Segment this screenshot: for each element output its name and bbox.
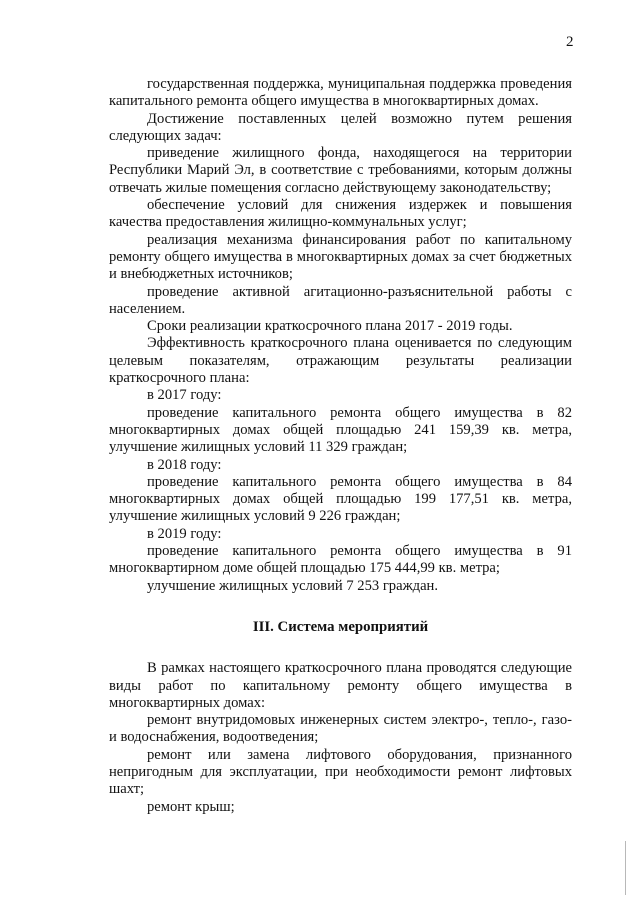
paragraphs-bottom	[109, 660, 572, 816]
scan-edge-mark	[625, 841, 626, 895]
paragraph: проведение капитального ремонта общего имущества в 82 многоквартирных домах общей площадью 241 159,39 кв. метра, улучшение жилищных условий 11 329 граждан;	[109, 404, 572, 456]
document-body	[109, 76, 572, 816]
paragraph: Сроки реализации краткосрочного плана 2017 - 2019 годы.	[147, 318, 513, 335]
paragraph: Эффективность краткосрочного плана оценивается по следующим целевым показателям, отражающим результаты реализации краткосрочного плана:	[109, 335, 572, 387]
paragraph: в 2019 году:	[147, 525, 222, 542]
paragraphs-top	[109, 76, 572, 595]
paragraph: обеспечение условий для снижения издержек и повышения качества предоставления жилищно-коммунальных услуг;	[109, 197, 572, 231]
paragraph: реализация механизма финансирования работ по капитальному ремонту общего имущества в многоквартирных домах за счет бюджетных и внебюджетных источников;	[109, 231, 572, 283]
paragraph: в 2017 году:	[147, 387, 222, 404]
page-number: 2	[566, 34, 574, 50]
paragraph: государственная поддержка, муниципальная поддержка проведения капитального ремонта общего имущества в многоквартирных домах.	[109, 76, 572, 110]
paragraph: проведение активной агитационно-разъяснительной работы с населением.	[109, 283, 572, 317]
paragraph: ремонт внутридомовых инженерных систем электро-, тепло-, газо- и водоснабжения, водоотведения;	[109, 712, 572, 746]
paragraph: ремонт крыш;	[147, 798, 235, 815]
paragraph: в 2018 году:	[147, 456, 222, 473]
paragraph: улучшение жилищных условий 7 253 граждан.	[147, 577, 439, 594]
paragraph: проведение капитального ремонта общего имущества в 91 многоквартирном доме общей площадью 175 444,99 кв. метра;	[109, 543, 572, 577]
paragraph: Достижение поставленных целей возможно путем решения следующих задач:	[109, 110, 572, 144]
paragraph: ремонт или замена лифтового оборудования, признанного непригодным для эксплуатации, при необходимости ремонт лифтовых шахт;	[109, 746, 572, 798]
paragraph: приведение жилищного фонда, находящегося на территории Республики Марий Эл, в соответствие с требованиями, которым должны отвечать жилые помещения согласно действующему законодательству;	[109, 145, 572, 196]
paragraph: В рамках настоящего краткосрочного плана проводятся следующие виды работ по капитальному ремонту общего имущества в многоквартирных домах:	[109, 660, 572, 711]
paragraph: проведение капитального ремонта общего имущества в 84 многоквартирных домах общей площадью 199 177,51 кв. метра, улучшение жилищных условий 9 226 граждан;	[109, 473, 572, 525]
section-heading: III. Система мероприятий	[252, 618, 429, 635]
